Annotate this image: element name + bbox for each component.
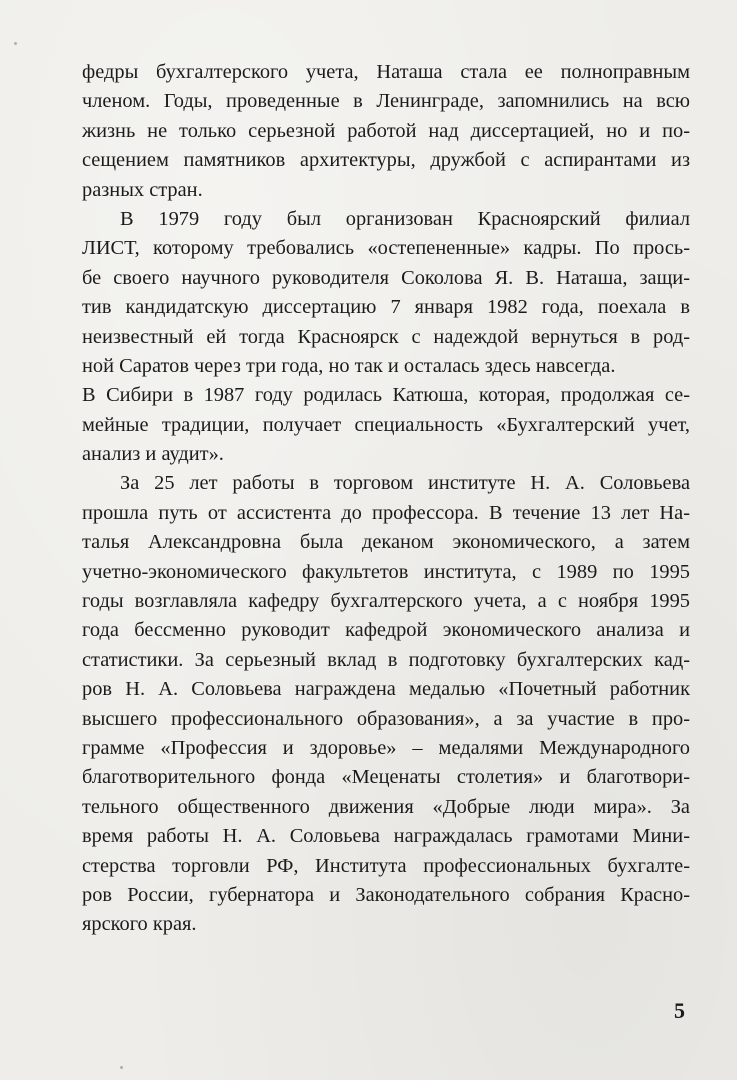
text-line: ров Н. А. Соловьева награждена медалью «Почетный работник	[82, 678, 690, 701]
text-line: время работы Н. А. Соловьева награждалась грамотами Мини-	[82, 825, 690, 848]
text-line: ярского края.	[82, 913, 197, 936]
scan-speck	[120, 1066, 123, 1069]
text-line: бе своего научного руководителя Соколова Я. В. Наташа, защи-	[82, 266, 690, 289]
page-number: 5	[674, 998, 685, 1023]
text-line: статистики. За серьезный вклад в подготовку бухгалтерских кад-	[82, 648, 690, 671]
text-line: высшего профессионального образования», а за участие в про-	[82, 707, 690, 730]
text-line: анализ и аудит».	[82, 443, 224, 466]
text-line: тельного общественного движения «Добрые люди мира». За	[82, 795, 690, 818]
text-line: грамме «Профессия и здоровье» – медалями Международного	[82, 736, 690, 759]
text-line: ной Саратов через три года, но так и осталась здесь навсегда.	[82, 354, 616, 377]
text-line: стерства торговли РФ, Института профессиональных бухгалте-	[82, 854, 690, 877]
text-line: В Сибири в 1987 году родилась Катюша, которая, продолжая се-	[82, 384, 690, 407]
text-line: учетно-экономического факультетов института, с 1989 по 1995	[82, 560, 690, 583]
text-line: прошла путь от ассистента до профессора. В течение 13 лет На-	[82, 501, 690, 524]
scan-speck	[14, 42, 17, 45]
text-line: разных стран.	[82, 178, 203, 201]
text-line: мейные традиции, получает специальность «Бухгалтерский учет,	[82, 413, 690, 436]
text-line: жизнь не только серьезной работой над диссертацией, но и по-	[82, 119, 690, 142]
text-line: федры бухгалтерского учета, Наташа стала ее полноправным	[82, 61, 690, 83]
text-line: сещением памятников архитектуры, дружбой с аспирантами из	[82, 149, 690, 172]
text-line: ЛИСТ, которому требовались «остепененные» кадры. По прось-	[82, 237, 690, 260]
text-line: членом. Годы, проведенные в Ленинграде, запомнились на всю	[82, 90, 690, 113]
body-text	[82, 58, 690, 940]
text-line: В 1979 году был организован Красноярский филиал	[120, 207, 690, 230]
text-line: года бессменно руководит кафедрой экономического анализа и	[82, 619, 690, 642]
text-line: благотворительного фонда «Меценаты столетия» и благотвори-	[82, 766, 690, 789]
text-line: талья Александровна была деканом экономического, а затем	[82, 531, 690, 554]
text-line: тив кандидатскую диссертацию 7 января 1982 года, поехала в	[82, 296, 690, 319]
text-line: ров России, губернатора и Законодательного собрания Красно-	[82, 883, 690, 906]
text-line: За 25 лет работы в торговом институте Н. А. Соловьева	[120, 472, 690, 495]
text-line: годы возглавляла кафедру бухгалтерского учета, а с ноября 1995	[82, 590, 690, 613]
text-line: неизвестный ей тогда Красноярск с надеждой вернуться в род-	[82, 325, 690, 348]
